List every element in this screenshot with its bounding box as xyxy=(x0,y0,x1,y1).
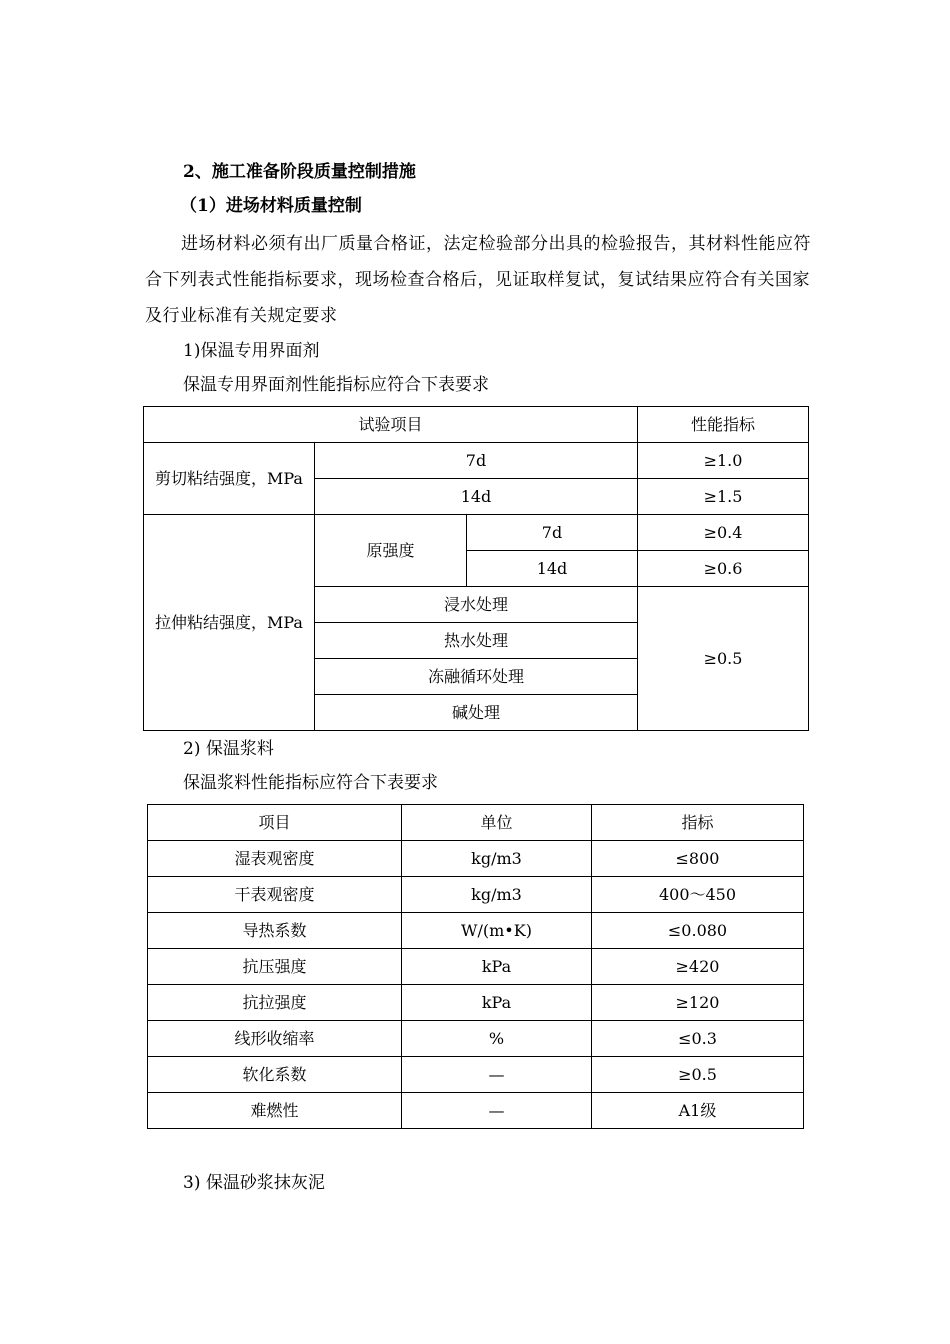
table-row xyxy=(144,515,809,551)
table-row xyxy=(148,1093,804,1129)
table-cell: 14d xyxy=(467,551,638,587)
table-cell: 抗压强度 xyxy=(148,949,402,985)
insulation-slurry-table xyxy=(147,804,804,1129)
subsection-heading: （1）进场材料质量控制 xyxy=(180,196,362,216)
table-cell: 14d xyxy=(315,479,638,515)
table-cell: 碱处理 xyxy=(315,695,638,731)
section2-title: 2) 保温浆料 xyxy=(183,739,274,759)
table-row xyxy=(148,913,804,949)
section3-title: 3) 保温砂浆抹灰泥 xyxy=(183,1173,325,1193)
table-cell: 难燃性 xyxy=(148,1093,402,1129)
table-cell: 抗拉强度 xyxy=(148,985,402,1021)
table-cell: ≤0.080 xyxy=(592,913,804,949)
section1-title: 1)保温专用界面剂 xyxy=(183,341,320,361)
table-row xyxy=(148,1021,804,1057)
table-row xyxy=(144,443,809,479)
table-cell: kPa xyxy=(402,985,592,1021)
original-strength-cell: 原强度 xyxy=(315,515,467,587)
requirements-paragraph: 进场材料必须有出厂质量合格证，法定检验部分出具的检验报告，其材料性能应符合下列表式性能指标要求，现场检查合格后，见证取样复试，复试结果应符合有关国家及行业标准有关规定要求 xyxy=(145,234,811,326)
table-cell: 软化系数 xyxy=(148,1057,402,1093)
table-cell: — xyxy=(402,1093,592,1129)
table-cell: 干表观密度 xyxy=(148,877,402,913)
interface-agent-table xyxy=(143,406,809,731)
table-cell: kg/m3 xyxy=(402,877,592,913)
table-cell: ≤0.3 xyxy=(592,1021,804,1057)
table-cell: 7d xyxy=(315,443,638,479)
treatment-value-cell: ≥0.5 xyxy=(638,587,809,731)
table-row xyxy=(148,841,804,877)
table-cell: 400～450 xyxy=(592,877,804,913)
table-row xyxy=(144,407,809,443)
table-cell: kPa xyxy=(402,949,592,985)
table-cell: ≥0.4 xyxy=(638,515,809,551)
header-cell: 试验项目 xyxy=(144,407,638,443)
table-cell: % xyxy=(402,1021,592,1057)
table-row xyxy=(148,805,804,841)
table-cell: A1级 xyxy=(592,1093,804,1129)
header-cell: 单位 xyxy=(402,805,592,841)
header-cell: 性能指标 xyxy=(638,407,809,443)
section2-intro: 保温浆料性能指标应符合下表要求 xyxy=(183,773,438,793)
table-cell: — xyxy=(402,1057,592,1093)
section1-intro: 保温专用界面剂性能指标应符合下表要求 xyxy=(183,375,489,395)
table-cell: ≥1.5 xyxy=(638,479,809,515)
table-row xyxy=(148,1057,804,1093)
table-cell: ≥420 xyxy=(592,949,804,985)
table-cell: 导热系数 xyxy=(148,913,402,949)
table-cell: 线形收缩率 xyxy=(148,1021,402,1057)
tensile-label-cell: 拉伸粘结强度，MPa xyxy=(144,515,315,731)
header-cell: 指标 xyxy=(592,805,804,841)
section-heading: 2、施工准备阶段质量控制措施 xyxy=(183,162,416,182)
table-cell: 7d xyxy=(467,515,638,551)
shear-label-cell: 剪切粘结强度，MPa xyxy=(144,443,315,515)
table-cell: ≥1.0 xyxy=(638,443,809,479)
table-cell: ≥0.6 xyxy=(638,551,809,587)
table-row xyxy=(148,949,804,985)
header-cell: 项目 xyxy=(148,805,402,841)
table-cell: ≤800 xyxy=(592,841,804,877)
table-cell: 浸水处理 xyxy=(315,587,638,623)
table-cell: kg/m3 xyxy=(402,841,592,877)
table-cell: ≥120 xyxy=(592,985,804,1021)
table-row xyxy=(148,877,804,913)
table-cell: 湿表观密度 xyxy=(148,841,402,877)
table-cell: ≥0.5 xyxy=(592,1057,804,1093)
table-row xyxy=(148,985,804,1021)
table-cell: 热水处理 xyxy=(315,623,638,659)
table-cell: W/(m•K) xyxy=(402,913,592,949)
table-cell: 冻融循环处理 xyxy=(315,659,638,695)
